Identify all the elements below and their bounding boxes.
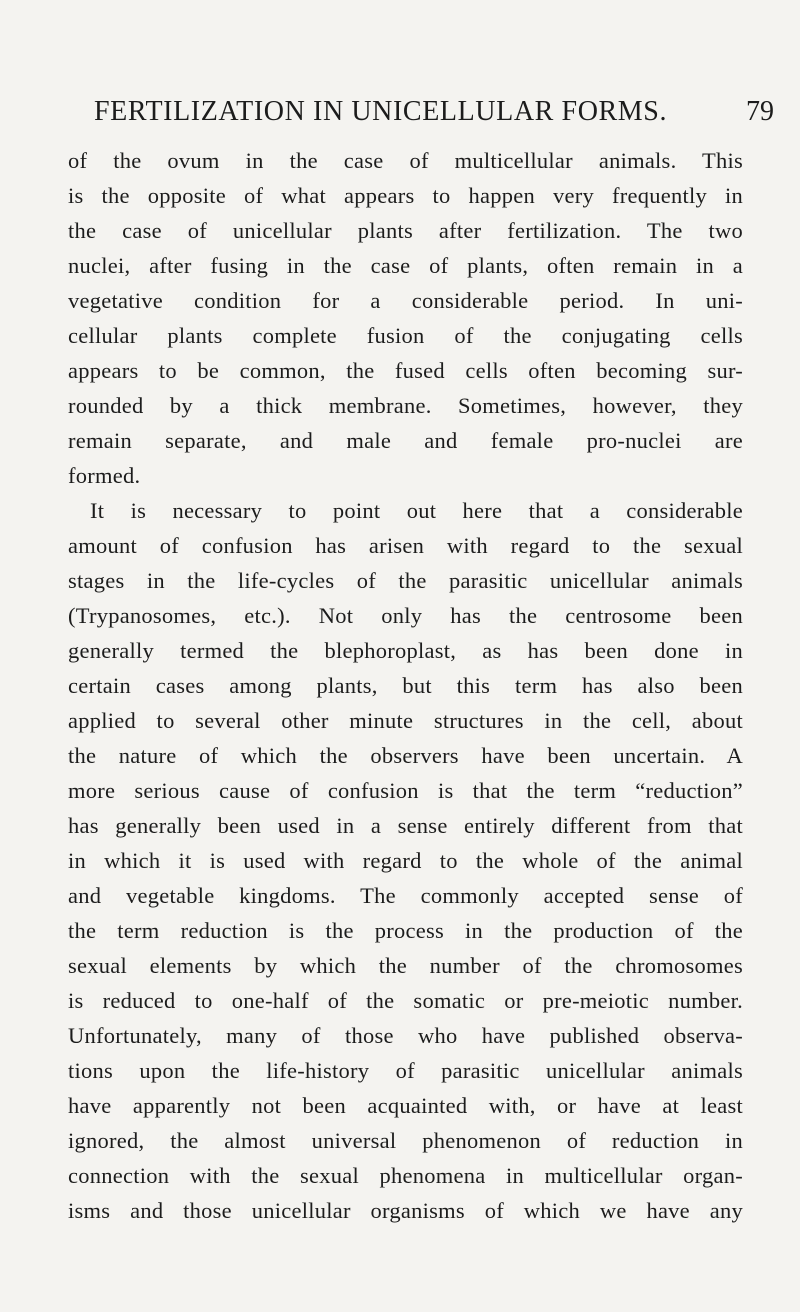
text-line: the case of unicellular plants after fertilization. The two [68, 218, 743, 243]
text-line: tions upon the life-history of parasitic unicellular animals [68, 1058, 743, 1083]
text-line: has generally been used in a sense entirely different from that [68, 813, 743, 838]
text-line: cellular plants complete fusion of the conjugating cells [68, 323, 743, 348]
text-line: the nature of which the observers have been uncertain. A [68, 743, 743, 768]
text-line: the term reduction is the process in the production of the [68, 918, 743, 943]
text-line: of the ovum in the case of multicellular animals. This [68, 148, 743, 173]
paragraph-start-line: It is necessary to point out here that a considerable [90, 498, 743, 523]
text-line: is the opposite of what appears to happen very frequently in [68, 183, 743, 208]
text-line: generally termed the blephoroplast, as has been done in [68, 638, 743, 663]
text-line: is reduced to one-half of the somatic or pre-meiotic number. [68, 988, 743, 1013]
text-line: Unfortunately, many of those who have published observa- [68, 1023, 743, 1048]
text-line: have apparently not been acquainted with, or have at least [68, 1093, 743, 1118]
text-line: amount of confusion has arisen with regard to the sexual [68, 533, 743, 558]
text-line: ignored, the almost universal phenomenon of reduction in [68, 1128, 743, 1153]
running-head [94, 92, 774, 132]
text-line: nuclei, after fusing in the case of plants, often remain in a [68, 253, 743, 278]
text-line: more serious cause of confusion is that the term “reduction” [68, 778, 743, 803]
running-title: FERTILIZATION IN UNICELLULAR FORMS. [94, 96, 668, 127]
paragraph-end-line: formed. [68, 463, 141, 488]
text-line: stages in the life-cycles of the parasitic unicellular animals [68, 568, 743, 593]
text-line: sexual elements by which the number of the chromosomes [68, 953, 743, 978]
text-line: (Trypanosomes, etc.). Not only has the centrosome been [68, 603, 743, 628]
page-number: 79 [746, 96, 774, 127]
text-line: appears to be common, the fused cells often becoming sur- [68, 358, 743, 383]
text-line: connection with the sexual phenomena in multicellular organ- [68, 1163, 743, 1188]
text-line: rounded by a thick membrane. Sometimes, however, they [68, 393, 743, 418]
text-line: isms and those unicellular organisms of which we have any [68, 1198, 743, 1223]
text-line: in which it is used with regard to the whole of the animal [68, 848, 743, 873]
text-line: applied to several other minute structures in the cell, about [68, 708, 743, 733]
text-line: remain separate, and male and female pro-nuclei are [68, 428, 743, 453]
text-line: certain cases among plants, but this term has also been [68, 673, 743, 698]
body-text [68, 143, 743, 1228]
text-line: and vegetable kingdoms. The commonly accepted sense of [68, 883, 743, 908]
text-line: vegetative condition for a considerable period. In uni- [68, 288, 743, 313]
